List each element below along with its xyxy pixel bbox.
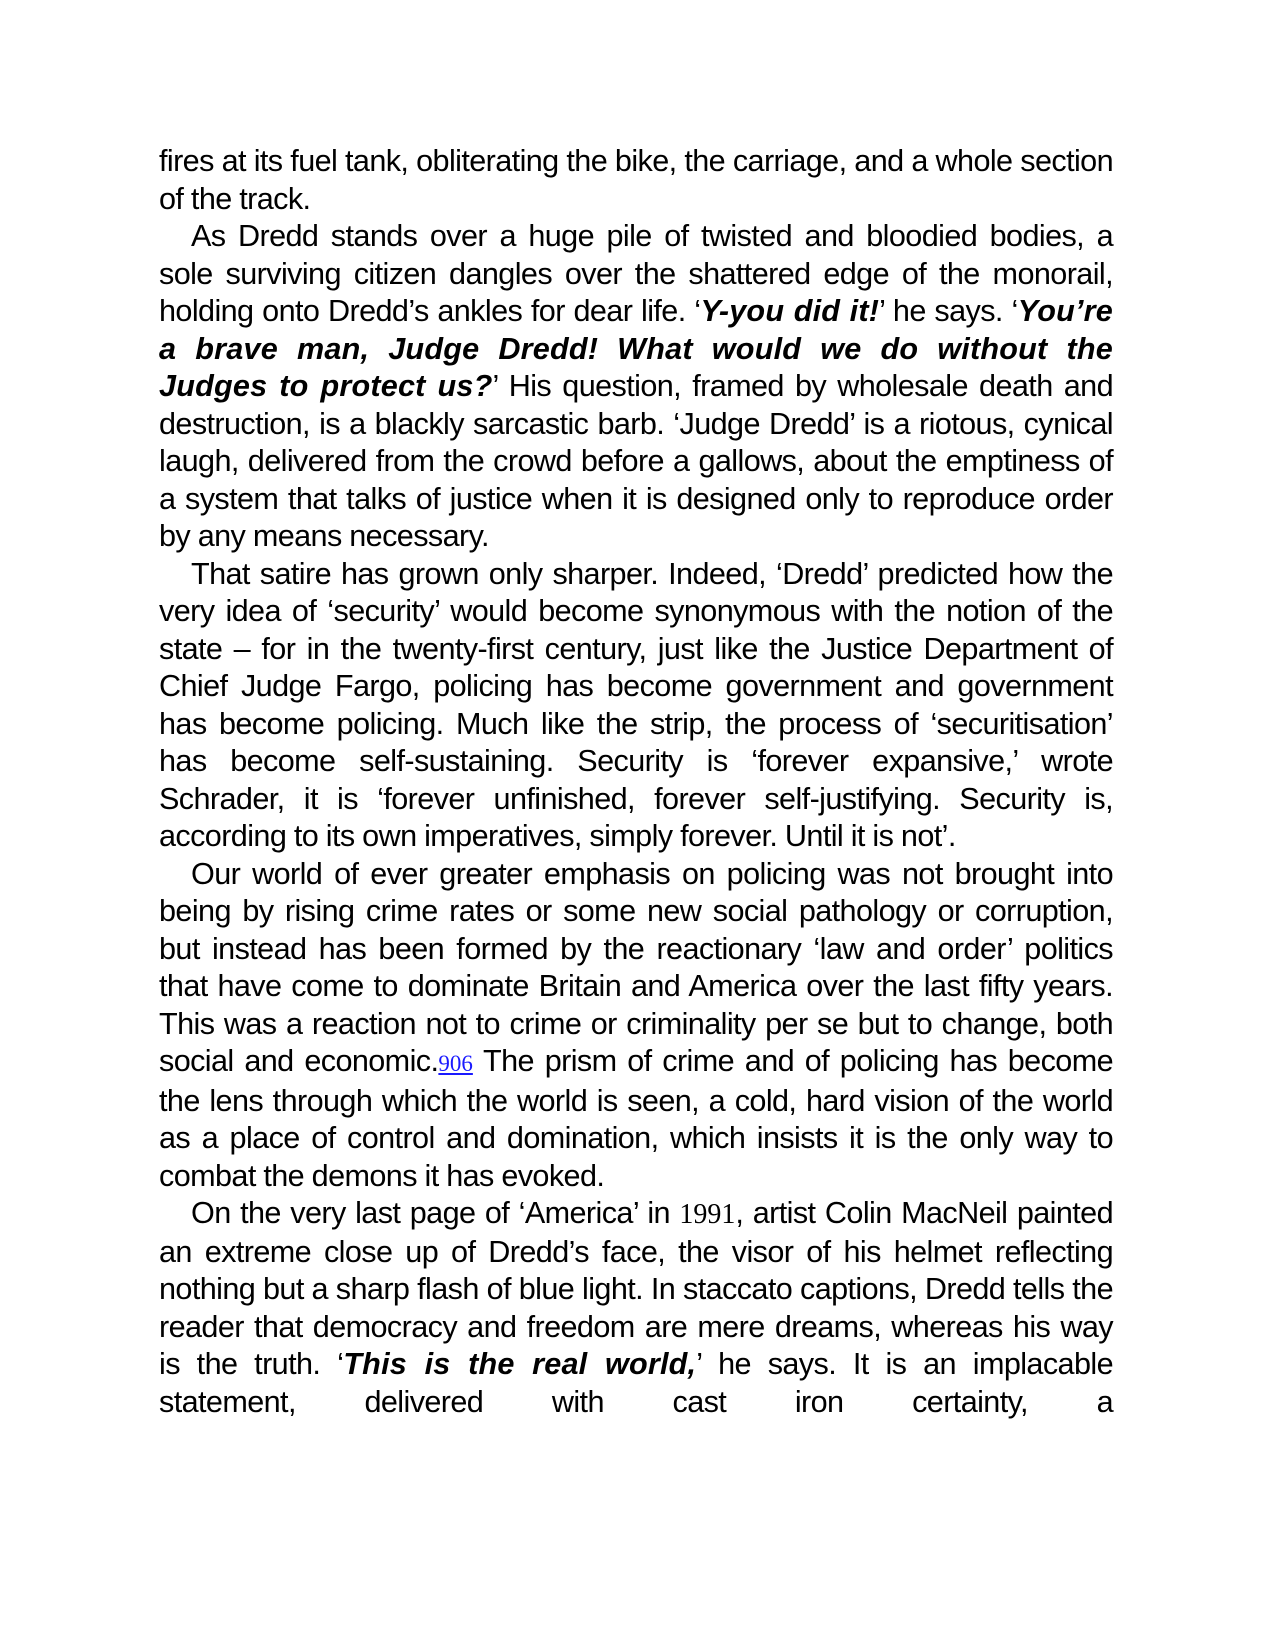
year-1991: 1991 xyxy=(679,1199,736,1230)
paragraph-2-text-a: As Dredd stands over a huge pile of twisted and bloodied bodies, a sole surviving citizen dangles over the shattered edge of the monorail, holding onto Dredd’s ankles for dear life. ‘ xyxy=(159,219,1113,328)
paragraph-5-text-a: On the very last page of ‘America’ in xyxy=(191,1196,680,1230)
paragraph-4-text-a: Our world of ever greater emphasis on policing was not brought into being by rising crime rates or some new social pathology or corruption, but instead has been formed by the reactionary ‘law and order’ politics that have come to dominate Britain and America over the last fifty years. This was a reaction not to crime or criminality per se but to change, both social and economic. xyxy=(159,856,1113,1078)
paragraph-5 xyxy=(159,1195,1113,1421)
paragraph-3 xyxy=(159,556,1113,856)
paragraph-5-text-c: ’ he says. It is an implacable statement, delivered with cast iron certainty, a xyxy=(159,1347,1113,1419)
paragraph-2 xyxy=(159,218,1113,556)
paragraph-3-text: That satire has grown only sharper. Indeed, ‘Dredd’ predicted how the very idea of ‘security’ would become synonymous with the notion of the state – for in the twenty-first century, just like the Justice Department of Chief Judge Fargo, policing has become government and government has become policing. Much like the strip, the process of ‘securitisation’ has become self-sustaining. Security is ‘forever expansive,’ wrote Schrader, it is ‘forever unfinished, forever self-justifying. Security is, according to its own imperatives, simply forever. Until it is not’. xyxy=(159,556,1113,853)
paragraph-4 xyxy=(159,856,1113,1196)
paragraph-5-text-b: , artist Colin MacNeil painted an extreme close up of Dredd’s face, the visor of his helmet reflecting nothing but a sharp flash of blue light. In staccato captions, Dredd tells the reader that democracy and freedom are mere dreams, whereas his way is the truth. ‘ xyxy=(159,1196,1113,1381)
paragraph-2-text-c: ’ His question, framed by wholesale death and destruction, is a blackly sarcastic barb. ‘Judge Dredd’ is a riotous, cynical laugh, delivered from the crowd before a gallows, about the emptiness of a system that talks of justice when it is designed only to reproduce order by any means necessary. xyxy=(159,369,1113,553)
quote-y-you-did-it: Y-you did it! xyxy=(700,294,880,328)
paragraph-1 xyxy=(159,143,1113,218)
paragraph-1-text: fires at its fuel tank, obliterating the bike, the carriage, and a whole section of the track. xyxy=(159,144,1113,216)
paragraph-4-text-b: The prism of crime and of policing has become the lens through which the world is seen, a cold, hard vision of the world as a place of control and domination, which insists it is the only way to combat the demons it has evoked. xyxy=(159,1044,1113,1193)
paragraph-2-text-b: ’ he says. ‘ xyxy=(879,294,1018,328)
quote-brave-man: You’re a brave man, Judge Dredd! What would we do without the Judges to protect us? xyxy=(159,294,1114,403)
footnote-link-906[interactable]: 906 xyxy=(438,1051,473,1076)
quote-real-world: This is the real world, xyxy=(343,1347,697,1381)
document-page xyxy=(159,143,1113,1421)
